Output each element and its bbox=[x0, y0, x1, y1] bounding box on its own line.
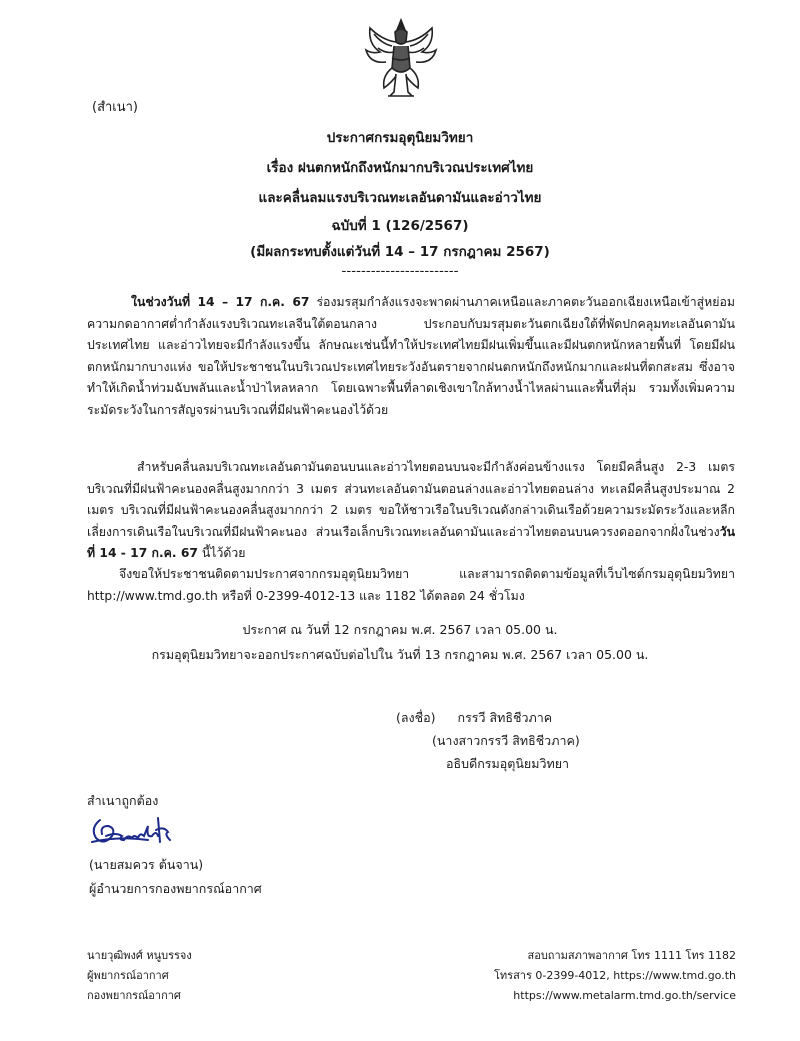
next-issue-date: กรมอุตุนิยมวิทยาจะออกประกาศฉบับต่อไปใน วันที่ 13 กรกฎาคม พ.ศ. 2567 เวลา 05.00 น. bbox=[151, 647, 649, 662]
copy-mark: (สำเนา) bbox=[92, 100, 139, 115]
signature-line bbox=[396, 708, 552, 728]
certifier-title: ผู้อำนวยการกองพยากรณ์อากาศ bbox=[89, 881, 262, 896]
announcement-subject: เรื่อง ฝนตกหนักถึงหนักมากบริเวณประเทศไทย bbox=[266, 160, 534, 176]
paragraph-wave-tail: นี้ไว้ด้วย bbox=[197, 546, 246, 561]
announcement-effective-date: (มีผลกระทบตั้งแต่วันที่ 14 – 17 กรกฎาคม 2567) bbox=[250, 244, 550, 260]
paragraph-wave-period: วันที่ 14 - 17 ก.ค. 67 bbox=[87, 524, 735, 561]
footer-author-block bbox=[87, 946, 192, 1006]
paragraph-rain-warning bbox=[87, 292, 735, 422]
paragraph-wave-text: สำหรับคลื่นลมบริเวณทะเลอันดามันตอนบนและอ่าวไทยตอนบนจะมีกำลังค่อนข้างแรง โดยมีคลื่นสูง 2-3 เมตร บริเวณที่มีฝนฟ้าคะนองคลื่นสูงมากกว่า 3 เมตร ส่วนทะเลอันดามันตอนล่างและอ่าวไทยตอนล่าง ทะเลมีคลื่นสูงประมาณ 2 เมตร บริเวณที่มีฝนฟ้าคะนองคลื่นสูงมากกว่า 2 เมตร ขอให้ชาวเรือในบริเวณดังกล่าวเดินเรือด้วยความระมัดระวังและหลีกเลี่ยงการเดินเรือในบริเวณที่มีฝนฟ้าคะนอง ส่วนเรือเล็กบริเวณทะเลอันดามันและอ่าวไทยตอนบนควรงดออกจากฝั่งในช่วง bbox=[87, 460, 735, 539]
footer-author-role: ผู้พยากรณ์อากาศ bbox=[87, 969, 169, 982]
handwritten-signature bbox=[88, 806, 172, 850]
announcement-subject-cont: และคลื่นลมแรงบริเวณทะเลอันดามันและอ่าวไทย bbox=[258, 190, 542, 206]
announcement-issue-number: ฉบับที่ 1 (126/2567) bbox=[331, 218, 469, 234]
footer-phone: สอบถามสภาพอากาศ โทร 1111 โทร 1182 bbox=[527, 949, 736, 962]
signature-prefix: (ลงชื่อ) bbox=[396, 710, 436, 725]
paragraph-wave-warning bbox=[87, 457, 735, 565]
separator-line: ------------------------ bbox=[341, 263, 459, 279]
footer-author-name: นายวุฒิพงศ์ หนูบรรจง bbox=[87, 949, 192, 962]
signer-name: กรรวี สิทธิชีวภาค bbox=[457, 710, 553, 725]
issued-date: ประกาศ ณ วันที่ 12 กรกฎาคม พ.ศ. 2567 เวลา 05.00 น. bbox=[242, 622, 558, 637]
announcement-title: ประกาศกรมอุตุนิยมวิทยา bbox=[326, 130, 474, 146]
footer-fax-website[interactable]: โทรสาร 0-2399-4012, https://www.tmd.go.th bbox=[494, 969, 736, 982]
certified-copy-label: สำเนาถูกต้อง bbox=[87, 793, 159, 808]
footer-author-division: กองพยากรณ์อากาศ bbox=[87, 989, 181, 1002]
paragraph-rain-period: ในช่วงวันที่ 14 – 17 ก.ค. 67 bbox=[131, 295, 310, 309]
footer-contact-block bbox=[494, 946, 736, 1006]
garuda-emblem-icon bbox=[362, 18, 440, 100]
paragraph-rain-text: ร่องมรสุมกำลังแรงจะพาดผ่านภาคเหนือและภาคตะวันออกเฉียงเหนือเข้าสู่หย่อมความกดอากาศต่ำกำลังแรงบริเวณทะเลจีนใต้ตอนกลาง ประกอบกับมรสุมตะวันตกเฉียงใต้ที่พัดปกคลุมทะเลอันดามัน ประเทศไทย และอ่าวไทยจะมีกำลังแรงขึ้น ลักษณะเช่นนี้ทำให้ประเทศไทยมีฝนเพิ่มขึ้นและมีฝนตกหนักหลายพื้นที่ โดยมีฝนตกหนักมากบางแห่ง ขอให้ประชาชนในบริเวณประเทศไทยระวังอันตรายจากฝนตกหนักถึงหนักมากและฝนที่ตกสะสม ซึ่งอาจทำให้เกิดน้ำท่วมฉับพลันและน้ำป่าไหลหลาก โดยเฉพาะพื้นที่ลาดเชิงเขาใกล้ทางน้ำไหลผ่านและพื้นที่ลุ่ม รวมทั้งเพิ่มความระมัดระวังในการสัญจรผ่านบริเวณที่มีฝนฟ้าคะนองไว้ด้วย bbox=[87, 295, 735, 417]
signer-full-name: (นางสาวกรรวี สิทธิชีวภาค) bbox=[432, 733, 580, 748]
paragraph-contact-info: จึงขอให้ประชาชนติดตามประกาศจากกรมอุตุนิยมวิทยา และสามารถติดตามข้อมูลที่เว็บไซต์กรมอุตุนิยมวิทยา http://www.tmd.go.th หรือที่ 0-2399-4012-13 และ 1182 ได้ตลอด 24 ชั่วโมง bbox=[87, 567, 735, 603]
footer-metalarm-link[interactable]: https://www.metalarm.tmd.go.th/service bbox=[513, 989, 736, 1002]
certifier-name: (นายสมควร ต้นจาน) bbox=[89, 857, 204, 872]
signer-position: อธิบดีกรมอุตุนิยมวิทยา bbox=[446, 756, 570, 771]
